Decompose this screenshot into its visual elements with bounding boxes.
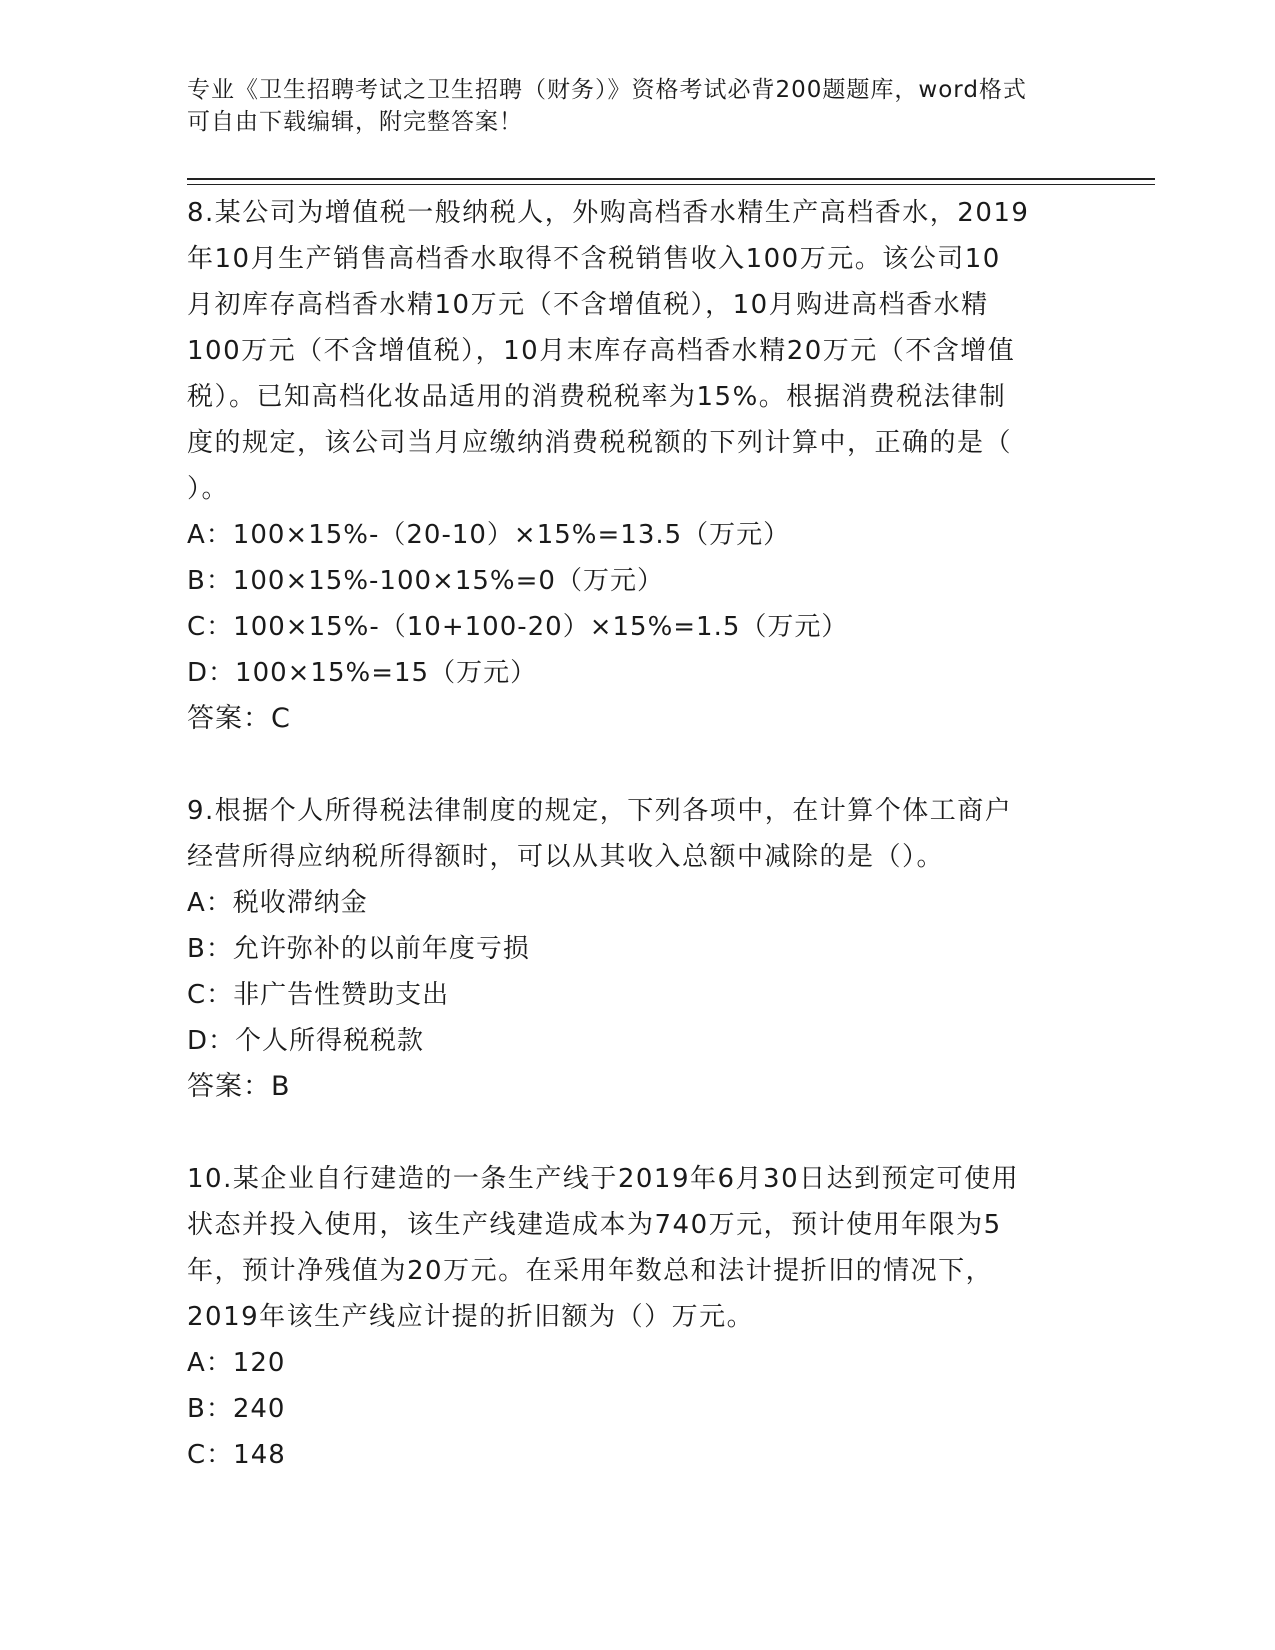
option-b: B：240 (187, 1394, 286, 1424)
question-9 (187, 788, 1087, 1110)
question-text-line: 年10月生产销售高档香水取得不含税销售收入100万元。该公司10 (187, 244, 1001, 274)
question-text-line: 度的规定，该公司当月应缴纳消费税税额的下列计算中，正确的是（ (187, 428, 1013, 458)
option-c: C：100×15%-（10+100-20）×15%=1.5（万元） (187, 612, 849, 642)
option-c: C：148 (187, 1440, 286, 1470)
option-c: C：非广告性赞助支出 (187, 980, 450, 1010)
spacer (187, 742, 1087, 788)
question-text-line: 月初库存高档香水精10万元（不含增值税），10月购进高档香水精 (187, 290, 989, 320)
option-d: D：个人所得税税款 (187, 1026, 425, 1056)
question-10 (187, 1156, 1087, 1478)
question-8 (187, 190, 1087, 742)
question-text-line: 税）。已知高档化妆品适用的消费税税率为15%。根据消费税法律制 (187, 382, 1007, 412)
option-b: B：100×15%-100×15%=0（万元） (187, 566, 664, 596)
header-divider-thin (187, 184, 1155, 185)
option-a: A：120 (187, 1348, 286, 1378)
answer-line: 答案：B (187, 1071, 291, 1102)
option-a: A：税收滞纳金 (187, 888, 368, 918)
question-list (187, 190, 1087, 1478)
header-line-1: 专业《卫生招聘考试之卫生招聘（财务）》资格考试必背200题题库，word格式 (187, 77, 1027, 103)
header-line-2: 可自由下载编辑，附完整答案！ (187, 109, 523, 135)
option-a: A：100×15%-（20-10）×15%=13.5（万元） (187, 520, 791, 550)
question-text-line: 100万元（不含增值税），10月末库存高档香水精20万元（不含增值 (187, 336, 1016, 366)
question-text-line: ）。 (187, 474, 230, 504)
question-text-line: 9.根据个人所得税法律制度的规定，下列各项中，在计算个体工商户 (187, 796, 1013, 826)
option-d: D：100×15%=15（万元） (187, 658, 538, 688)
document-header (187, 74, 1067, 138)
option-b: B：允许弥补的以前年度亏损 (187, 934, 530, 964)
question-text-line: 8.某公司为增值税一般纳税人，外购高档香水精生产高档香水，2019 (187, 198, 1030, 228)
question-text-line: 状态并投入使用，该生产线建造成本为740万元，预计使用年限为5 (187, 1210, 1002, 1240)
header-divider-thick (187, 178, 1155, 180)
question-text-line: 年，预计净残值为20万元。在采用年数总和法计提折旧的情况下， (187, 1256, 994, 1286)
question-text-line: 2019年该生产线应计提的折旧额为（）万元。 (187, 1302, 755, 1332)
question-text-line: 经营所得应纳税所得额时，可以从其收入总额中减除的是（）。 (187, 842, 945, 872)
answer-line: 答案：C (187, 703, 291, 734)
question-text-line: 10.某企业自行建造的一条生产线于2019年6月30日达到预定可使用 (187, 1164, 1020, 1194)
spacer (187, 1110, 1087, 1156)
